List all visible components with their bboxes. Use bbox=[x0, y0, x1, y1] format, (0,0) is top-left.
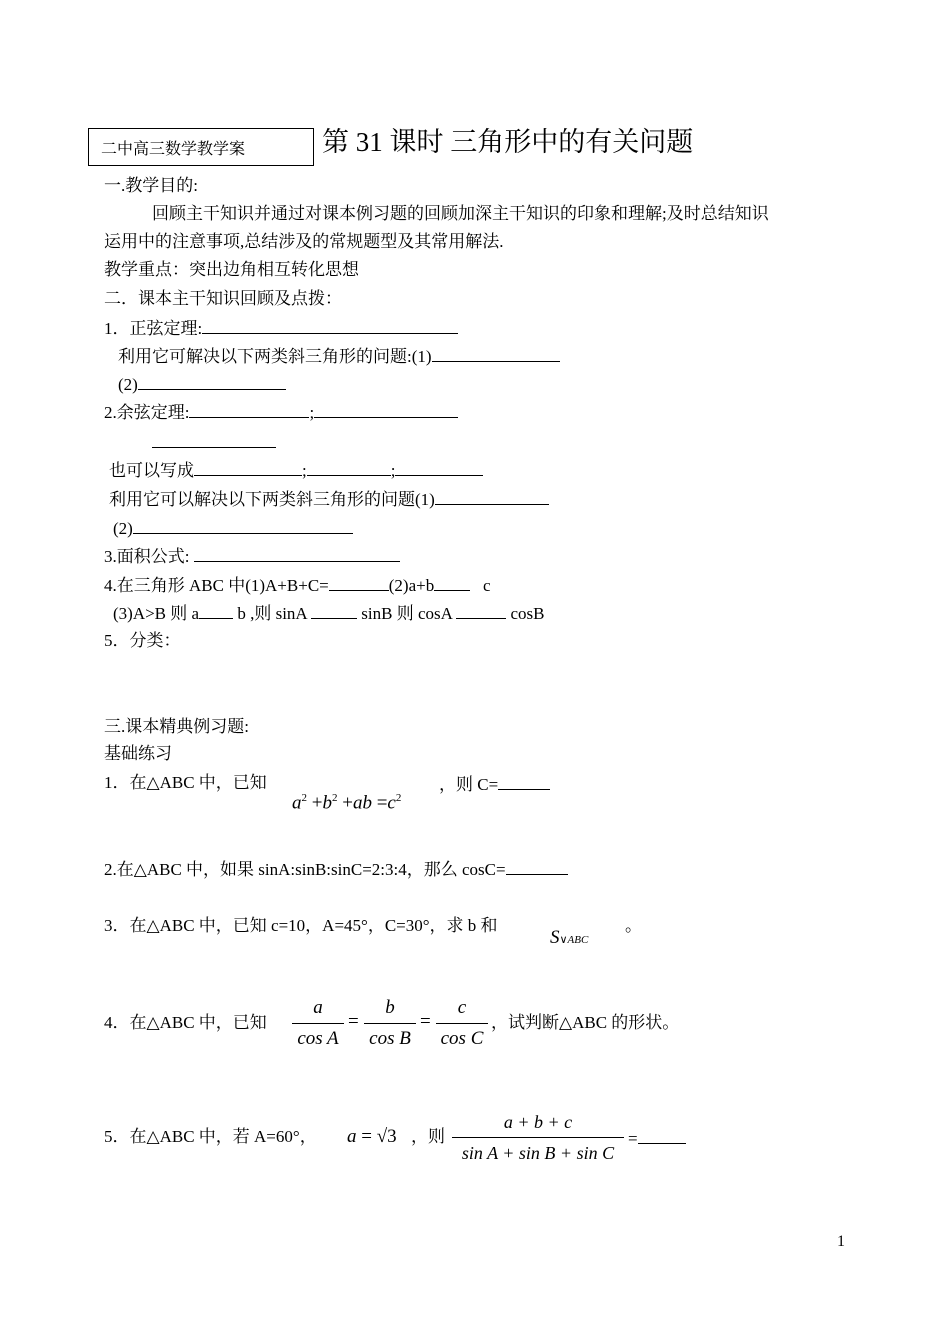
q1-a: a bbox=[292, 792, 302, 814]
q5-post: = bbox=[628, 1129, 638, 1148]
q3-post: 。 bbox=[625, 916, 642, 935]
blank-sine-law bbox=[202, 316, 458, 334]
section3-heading: 三.课本精典例习题: bbox=[104, 717, 249, 736]
q4-frac2 bbox=[364, 996, 416, 1051]
q4-frac3 bbox=[436, 996, 488, 1051]
item4-d1: (3)A>B 则 a bbox=[113, 604, 200, 623]
item1-p2-line bbox=[118, 372, 286, 396]
q1-exp1: 2 bbox=[301, 792, 307, 804]
semicolon: ; bbox=[309, 403, 315, 422]
q2-line bbox=[104, 857, 568, 881]
item4-d2: b ,则 sinA bbox=[237, 604, 307, 623]
q5-pre: 5．在△ABC 中，若 A=60°， bbox=[104, 1127, 317, 1146]
blank-sin bbox=[311, 601, 357, 619]
item4-part-a: 4.在三角形 ABC 中(1)A+B+C= bbox=[104, 576, 329, 595]
page-title: 第 31 课时 三角形中的有关问题 bbox=[322, 127, 694, 157]
blank-sine-use1 bbox=[432, 344, 560, 362]
blank-angle-sum bbox=[329, 573, 389, 591]
q4-pre: 4．在△ABC 中，已知 bbox=[104, 1013, 267, 1032]
blank-q1 bbox=[498, 772, 550, 790]
q1-formula bbox=[292, 786, 401, 815]
section1-para-line1: 回顾主干知识并通过对课本例习题的回顾加深主干知识的印象和理解;及时总结知识 bbox=[152, 204, 769, 223]
item1-p2: (2) bbox=[118, 375, 138, 394]
q4-post: ，试判断△ABC 的形状。 bbox=[491, 1013, 680, 1032]
q4-frac1-den: cos A bbox=[297, 1028, 339, 1049]
blank-area bbox=[194, 544, 400, 562]
item4-part-c: c bbox=[482, 576, 491, 595]
q4-frac2-den: cos B bbox=[369, 1028, 411, 1049]
blank-cos-2 bbox=[314, 400, 458, 418]
q1-plus1: + bbox=[311, 792, 323, 814]
q1-post: ，则 C= bbox=[439, 775, 499, 794]
blank-cos-alt1 bbox=[194, 458, 302, 476]
blank-cos-alt3 bbox=[395, 458, 483, 476]
q1-eq: = bbox=[376, 792, 388, 814]
q3-sub: ∨ABC bbox=[559, 934, 589, 946]
q5-post-line bbox=[628, 1126, 686, 1150]
q5-formula bbox=[347, 1125, 397, 1149]
q3-S: S bbox=[550, 927, 560, 948]
q1-exp3: 2 bbox=[395, 792, 402, 804]
blank-cos-use2 bbox=[133, 516, 353, 534]
header-box-label: 二中高三数学教学案 bbox=[101, 141, 246, 158]
q4-eq2: = bbox=[420, 1011, 431, 1032]
q4-frac1-num: a bbox=[313, 997, 323, 1018]
q2-text: 2.在△ABC 中，如果 sinA:sinB:sinC=2:3:4，那么 cosC= bbox=[104, 860, 506, 879]
section1-para-line2: 运用中的注意事项,总结涉及的常规题型及其常用解法. bbox=[104, 232, 504, 251]
q5-frac-den: sin A + sin B + sin C bbox=[461, 1143, 615, 1163]
item1-use: 利用它可解决以下两类斜三角形的问题:(1) bbox=[118, 347, 432, 366]
section3-sub: 基础练习 bbox=[104, 744, 172, 763]
item2-line bbox=[104, 400, 458, 424]
q1-exp2: 2 bbox=[331, 792, 338, 804]
semicolon: ; bbox=[390, 461, 396, 480]
blank-cos-1 bbox=[189, 400, 309, 418]
page-number: 1 bbox=[837, 1233, 845, 1250]
q3-formula bbox=[550, 926, 588, 952]
item2-use: 利用它可以解决以下两类斜三角形的问题(1) bbox=[109, 490, 435, 509]
q3-pre: 3．在△ABC 中，已知 c=10，A=45°，C=30°，求 b 和 bbox=[104, 916, 498, 935]
item4-d4: cosB bbox=[510, 604, 545, 623]
section2-heading: 二．课本主干知识回顾及点拨： bbox=[104, 289, 342, 308]
blank-side-compare bbox=[434, 573, 470, 591]
q1-post-line bbox=[439, 772, 550, 796]
section1-focus: 教学重点：突出边角相互转化思想 bbox=[104, 260, 359, 279]
item2-also: 也可以写成 bbox=[109, 461, 194, 480]
q4-frac3-den: cos C bbox=[440, 1028, 484, 1049]
header-box bbox=[88, 128, 314, 166]
item4-d3: sinB 则 cosA bbox=[361, 604, 452, 623]
item2-p2-line bbox=[113, 516, 353, 540]
blank-a-b bbox=[199, 601, 233, 619]
blank-cos bbox=[456, 601, 506, 619]
item2-use-line bbox=[109, 487, 549, 511]
q4-frac3-num: c bbox=[457, 997, 467, 1018]
blank-q2 bbox=[506, 857, 568, 875]
item3-label: 3.面积公式: bbox=[104, 547, 190, 566]
q5-eq: = bbox=[361, 1126, 372, 1147]
q1-b: b bbox=[322, 792, 332, 814]
q4-frac2-num: b bbox=[385, 997, 395, 1018]
q1-pre: 1．在△ABC 中，已知 bbox=[104, 773, 267, 792]
q1-c: c bbox=[387, 792, 396, 814]
item4-line2 bbox=[113, 601, 544, 625]
item1-label: 1．正弦定理: bbox=[104, 319, 203, 338]
blank-cos-use1 bbox=[435, 487, 549, 505]
item4-part-b: (2)a+b bbox=[388, 576, 435, 595]
item2-label: 2.余弦定理: bbox=[104, 403, 190, 422]
q4-eq1: = bbox=[348, 1011, 359, 1032]
section1-heading: 一.教学目的: bbox=[104, 176, 198, 195]
q4-frac1 bbox=[292, 996, 344, 1051]
q1-ab: ab bbox=[352, 792, 372, 814]
q5-mid: ，则 bbox=[411, 1127, 445, 1146]
item5: 5．分类： bbox=[104, 631, 181, 650]
blank-cos-3 bbox=[152, 433, 276, 448]
item4-line bbox=[104, 573, 491, 597]
q5-sqrt: √3 bbox=[376, 1126, 397, 1147]
item3-line bbox=[104, 544, 400, 568]
q5-a: a bbox=[347, 1126, 357, 1147]
blank-cos-alt2 bbox=[307, 458, 391, 476]
item1-line bbox=[104, 316, 458, 340]
q5-frac bbox=[452, 1110, 624, 1165]
item1-use-line bbox=[118, 344, 560, 368]
semicolon: ; bbox=[302, 461, 307, 480]
item2-p2: (2) bbox=[113, 519, 133, 538]
blank-sine-use2 bbox=[138, 372, 286, 390]
q1-plus2: + bbox=[342, 792, 353, 814]
q5-frac-num: a + b + c bbox=[503, 1112, 573, 1132]
item2-also-line bbox=[109, 458, 483, 482]
blank-q5 bbox=[638, 1126, 686, 1144]
